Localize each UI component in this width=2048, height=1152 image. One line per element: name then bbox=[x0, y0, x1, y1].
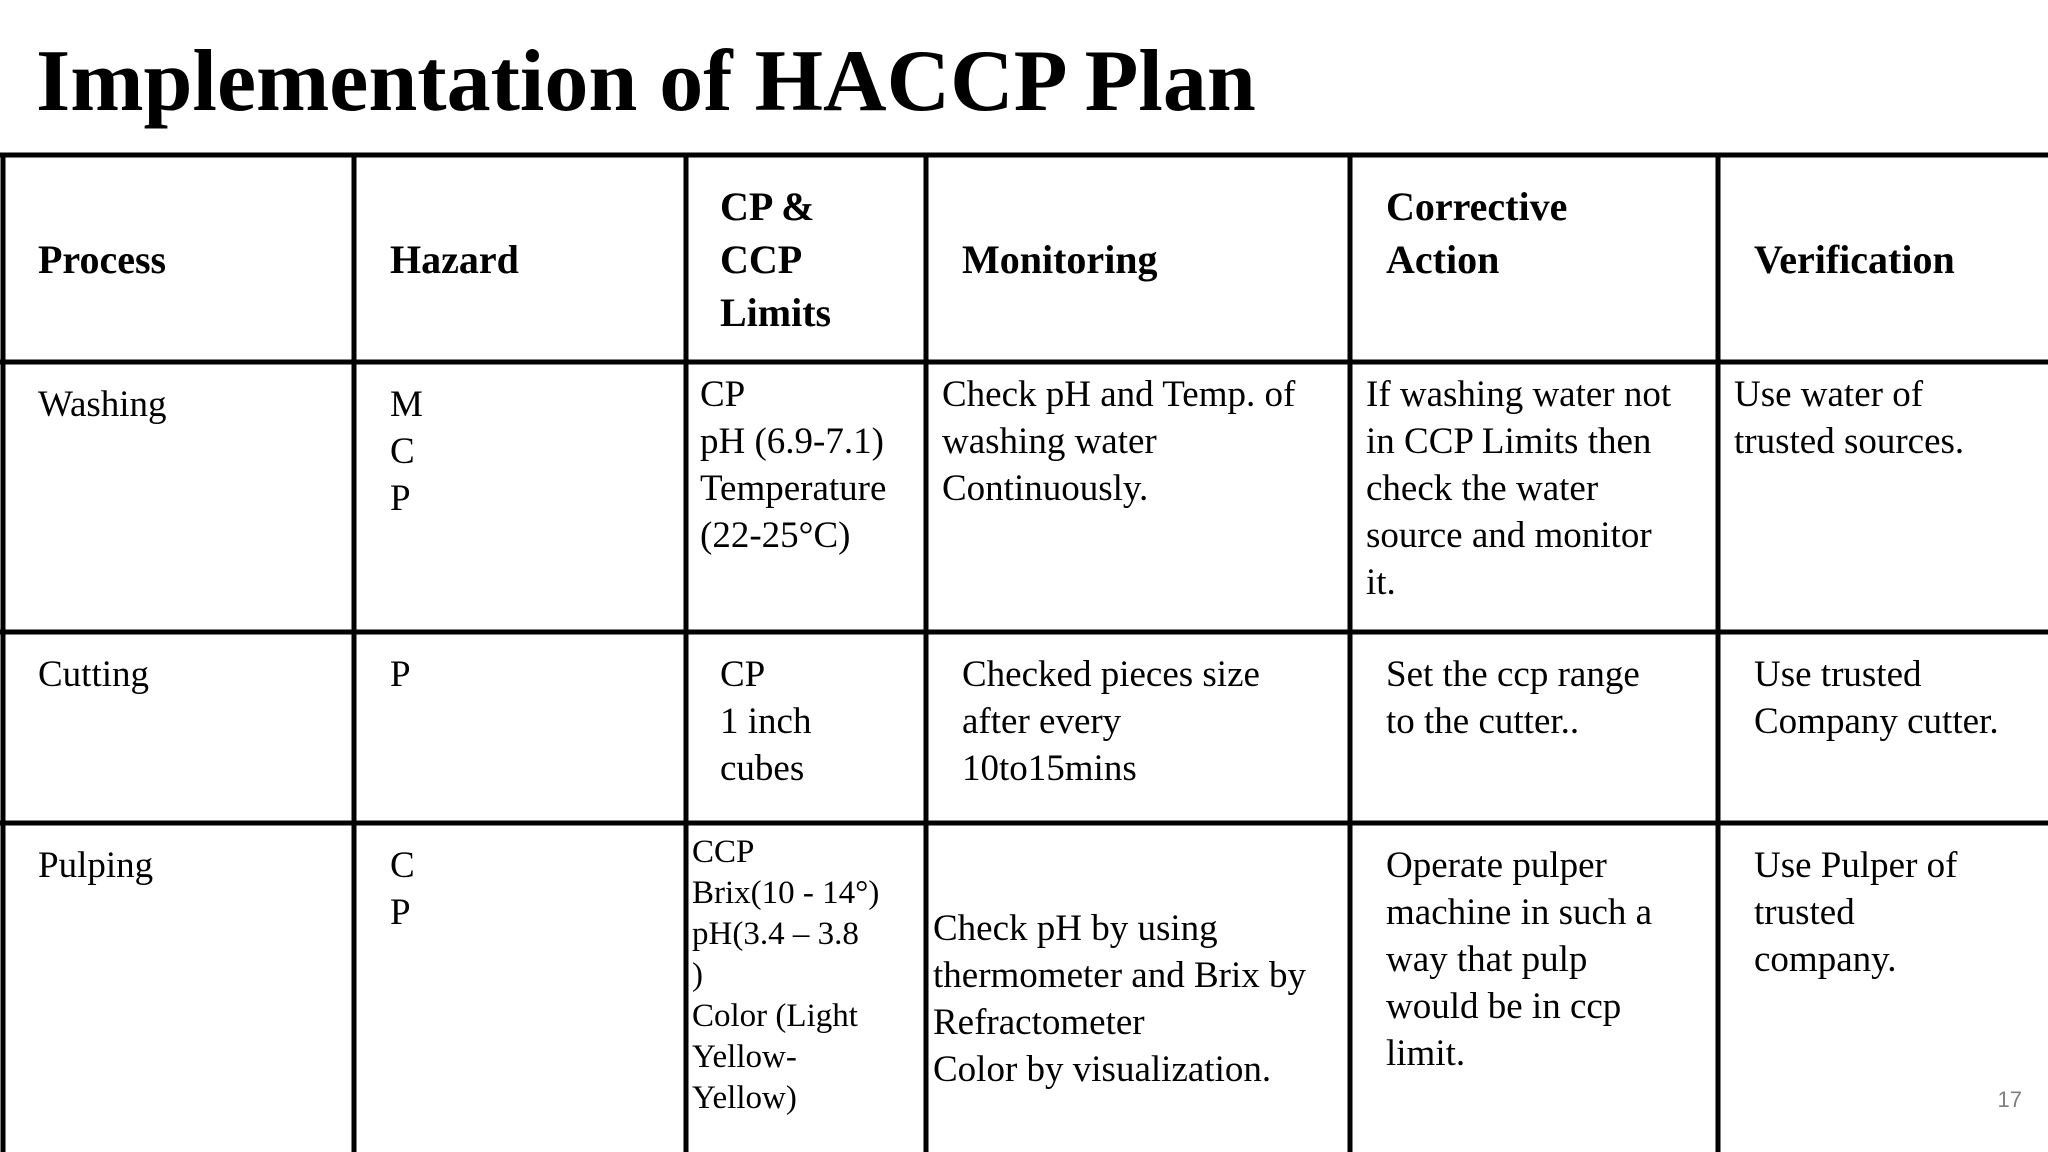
cutting-verification: Use trusted Company cutter. bbox=[1754, 654, 1999, 742]
header-verification: Verification bbox=[1754, 237, 1955, 282]
washing-limits: CP pH (6.9-7.1) Temperature (22-25°C) bbox=[700, 374, 887, 556]
header-monitoring: Monitoring bbox=[962, 237, 1158, 282]
header-corrective-action: Corrective Action bbox=[1386, 184, 1568, 282]
washing-hazard: M C P bbox=[390, 384, 423, 519]
pulping-monitoring: Check pH by using thermometer and Brix by Refractometer Color by visualization. bbox=[933, 908, 1306, 1090]
cutting-monitoring: Checked pieces size after every 10to15mins bbox=[962, 654, 1260, 789]
cutting-limits: CP 1 inch cubes bbox=[720, 654, 812, 789]
washing-verification: Use water of trusted sources. bbox=[1734, 374, 1965, 462]
slide-title: Implementation of HACCP Plan bbox=[36, 33, 1256, 130]
washing-process: Washing bbox=[38, 384, 167, 425]
cutting-hazard: P bbox=[390, 654, 411, 695]
header-process: Process bbox=[38, 237, 167, 282]
pulping-hazard: C P bbox=[390, 845, 415, 933]
page-number: 17 bbox=[1997, 1087, 2022, 1112]
header-cp-ccp-limits: CP & CCP Limits bbox=[720, 184, 832, 335]
pulping-corrective-action: Operate pulper machine in such a way that pulp would be in ccp limit. bbox=[1386, 845, 1653, 1074]
washing-corrective-action: If washing water not in CCP Limits then check the water source and monitor it. bbox=[1366, 374, 1672, 603]
pulping-process: Pulping bbox=[38, 845, 154, 886]
cutting-corrective-action: Set the ccp range to the cutter.. bbox=[1386, 654, 1640, 742]
cutting-process: Cutting bbox=[38, 654, 150, 695]
header-hazard: Hazard bbox=[390, 237, 519, 282]
pulping-verification: Use Pulper of trusted company. bbox=[1754, 845, 1958, 980]
washing-monitoring: Check pH and Temp. of washing water Continuously. bbox=[942, 374, 1296, 509]
pulping-limits: CCP Brix(10 - 14°) pH(3.4 – 3.8 ) Color (Light Yellow- Yellow) bbox=[692, 834, 880, 1116]
